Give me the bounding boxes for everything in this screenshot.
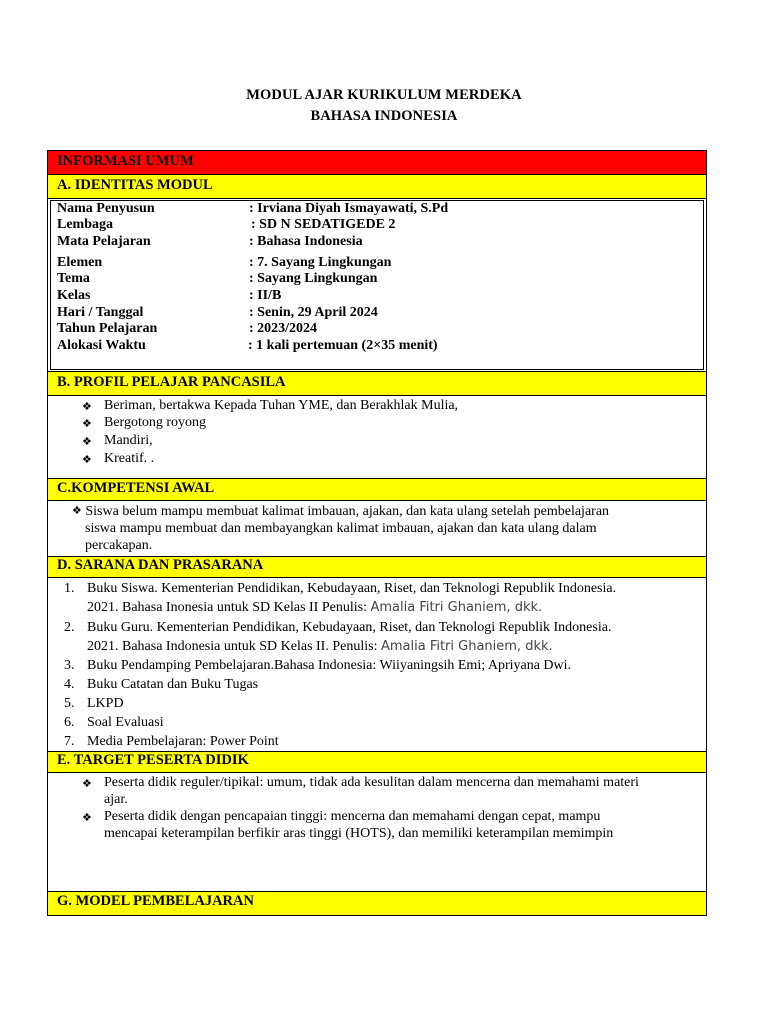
identitas-label: Tema [57,271,90,286]
identitas-label: Tahun Pelajaran [57,321,158,336]
document-subtitle: BAHASA INDONESIA [310,108,458,124]
identitas-value: : 1 kali pertemuan (2×35 menit) [248,338,438,353]
identitas-value: : Sayang Lingkungan [249,271,378,286]
identitas-value: : Irviana Diyah Ismayawati, S.Pd [249,201,449,216]
kompetensi-text-line: percakapan. [85,538,153,553]
list-item: 1. Buku Siswa. Kementerian Pendidikan, Kebudayaan, Riset, dan Teknologi Republik Indonesia. [64,581,617,596]
section-header-identitas-modul: A. IDENTITAS MODUL [47,174,707,199]
list-item-continuation: mencapai keterampilan berfikir aras tinggi (HOTS), dan memiliki keterampilan memimpin [104,826,614,841]
list-item: 5. LKPD [64,696,124,711]
diamond-bullet-icon: ❖ [82,778,92,790]
section-header-target: E. TARGET PESERTA DIDIK [47,751,707,773]
list-item: 2. Buku Guru. Kementerian Pendidikan, Kebudayaan, Riset, dan Teknologi Republik Indonesia. [64,620,612,635]
diamond-bullet-icon: ❖ [82,418,92,430]
section-header-informasi-umum: INFORMASI UMUM [47,150,707,175]
identitas-label: Kelas [57,288,91,303]
identitas-label: Alokasi Waktu [57,338,146,353]
section-header-model: G. MODEL PEMBELAJARAN [47,891,707,916]
section-header-kompetensi: C.KOMPETENSI AWAL [47,478,707,501]
section-header-profil: B. PROFIL PELAJAR PANCASILA [47,371,707,396]
diamond-bullet-icon: ❖ [72,505,82,517]
document-title: MODUL AJAR KURIKULUM MERDEKA [246,87,522,103]
diamond-bullet-icon: ❖ [82,436,92,448]
diamond-bullet-icon: ❖ [82,812,92,824]
kompetensi-text-line: siswa mampu membuat dan membayangkan kalimat imbauan, ajakan dan kata ulang dalam [85,521,597,536]
identitas-label: Mata Pelajaran [57,234,151,249]
identitas-label: Lembaga [57,217,113,232]
identitas-value: : 7. Sayang Lingkungan [249,255,392,270]
list-item-continuation: 2021. Bahasa Inonesia untuk SD Kelas II Penulis: Amalia Fitri Ghaniem, dkk. [87,600,543,615]
identitas-value: : Bahasa Indonesia [249,234,363,249]
identitas-value: : 2023/2024 [249,321,318,336]
identitas-value: : SD N SEDATIGEDE 2 [251,217,396,232]
section-header-sarana: D. SARANA DAN PRASARANA [47,556,707,578]
kompetensi-text: ❖ Siswa belum mampu membuat kalimat imbauan, ajakan, dan kata ulang setelah pembelajaran [72,504,610,519]
list-item: 4. Buku Catatan dan Buku Tugas [64,677,259,692]
list-item-continuation: ajar. [104,792,128,807]
diamond-bullet-icon: ❖ [82,454,92,466]
identitas-label: Elemen [57,255,103,270]
list-item: 3. Buku Pendamping Pembelajaran.Bahasa Indonesia: Wiiyaningsih Emi; Apriyana Dwi. [64,658,572,673]
identitas-label: Hari / Tanggal [57,305,144,320]
identitas-value: : II/B [249,288,282,303]
identitas-value: : Senin, 29 April 2024 [249,305,378,320]
list-item: 6. Soal Evaluasi [64,715,164,730]
list-item-continuation: 2021. Bahasa Indonesia untuk SD Kelas II. Penulis: Amalia Fitri Ghaniem, dkk. [87,639,553,654]
identitas-label: Nama Penyusun [57,201,155,216]
list-item: 7. Media Pembelajaran: Power Point [64,734,279,749]
diamond-bullet-icon: ❖ [82,401,92,413]
